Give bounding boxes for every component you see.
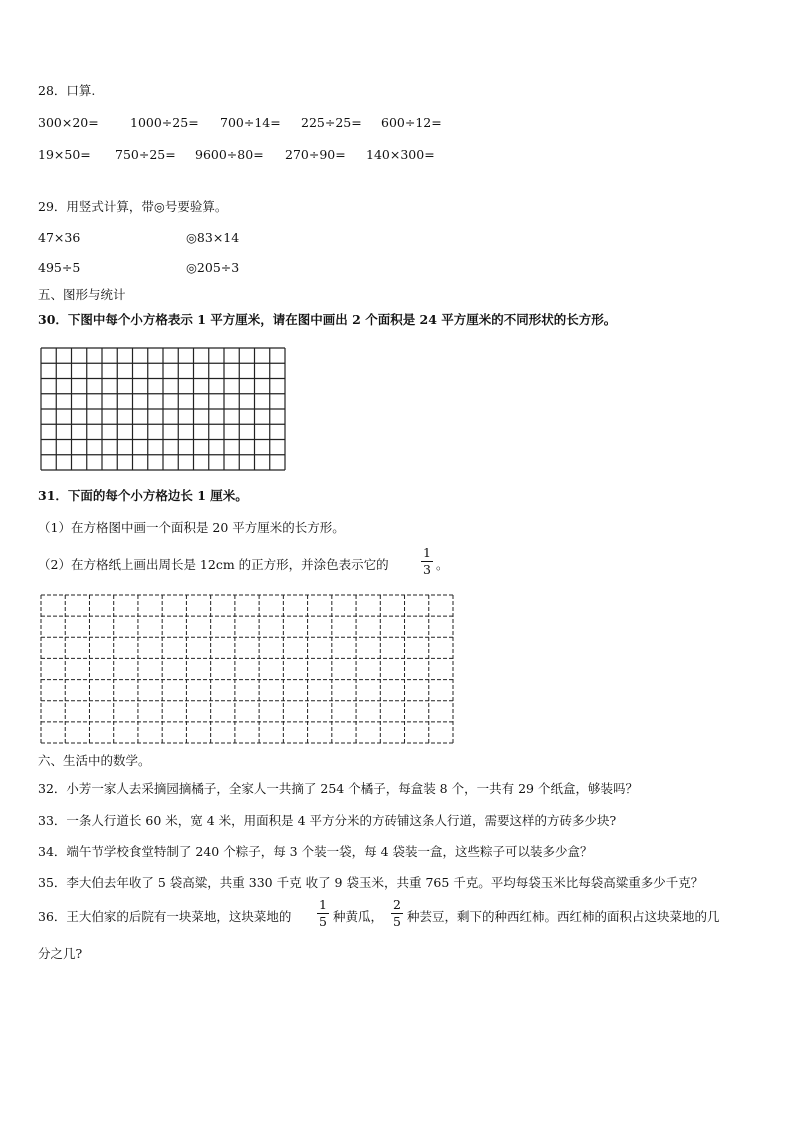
fraction-one-fifth bbox=[317, 898, 329, 929]
q28-title: 28．口算. bbox=[38, 83, 96, 98]
q28-item: 300×20= bbox=[38, 115, 99, 130]
q31-part2: （2）在方格纸上画出周长是 12cm 的正方形，并涂色表示它的 bbox=[38, 557, 389, 572]
q36-text-a: 36．王大伯家的后院有一块菜地，这块菜地的 bbox=[38, 909, 292, 924]
q29-title: 29．用竖式计算，带◎号要验算。 bbox=[38, 199, 228, 214]
q28-item: 600÷12= bbox=[381, 115, 442, 130]
q30-title: 30．下图中每个小方格表示 1 平方厘米，请在图中画出 2 个面积是 24 平方厘米的不同形状的长方形。 bbox=[38, 312, 617, 327]
fraction-numerator: 1 bbox=[423, 545, 431, 560]
q31-part1: （1）在方格图中画一个面积是 20 平方厘米的长方形。 bbox=[38, 520, 345, 535]
q29-item: 495÷5 bbox=[38, 260, 81, 275]
section-heading-5: 五、图形与统计 bbox=[38, 287, 126, 302]
q28-item: 225÷25= bbox=[301, 115, 362, 130]
fraction-denominator: 5 bbox=[319, 914, 327, 929]
q35-text: 35．李大伯去年收了 5 袋高粱，共重 330 千克 收了 9 袋玉米，共重 765 千克。平均每袋玉米比每袋高粱重多少千克？ bbox=[38, 875, 704, 890]
q36-text-line2: 分之几? bbox=[38, 946, 83, 961]
fraction-denominator: 3 bbox=[423, 562, 431, 577]
fraction-two-fifths bbox=[391, 898, 403, 929]
section-heading-6: 六、生活中的数学。 bbox=[38, 753, 151, 768]
q36-text-c: 种芸豆，剩下的种西红柿。西红柿的面积占这块菜地的几 bbox=[407, 909, 720, 924]
q31-part2-end: 。 bbox=[436, 557, 449, 572]
q31-title: 31．下面的每个小方格边长 1 厘米。 bbox=[38, 488, 248, 503]
fraction-numerator: 2 bbox=[393, 897, 401, 912]
fraction-one-third bbox=[421, 546, 433, 577]
q29-item: ◎83×14 bbox=[186, 230, 240, 245]
q29-item: 47×36 bbox=[38, 230, 81, 245]
q34-text: 34．端午节学校食堂特制了 240 个粽子，每 3 个装一袋，每 4 袋装一盒，这些粽子可以装多少盒？ bbox=[38, 844, 593, 859]
q28-item: 700÷14= bbox=[220, 115, 281, 130]
square-grid-dashed bbox=[40, 594, 454, 744]
q28-item: 19×50= bbox=[38, 147, 91, 162]
q29-item: ◎205÷3 bbox=[186, 260, 240, 275]
q32-text: 32．小芳一家人去采摘园摘橘子，全家人一共摘了 254 个橘子，每盒装 8 个，一共有 29 个纸盒，够装吗？ bbox=[38, 781, 638, 796]
q28-item: 1000÷25= bbox=[130, 115, 199, 130]
q28-item: 750÷25= bbox=[115, 147, 176, 162]
q28-item: 270÷90= bbox=[285, 147, 346, 162]
q36-text-b: 种黄瓜， bbox=[333, 909, 384, 924]
fraction-denominator: 5 bbox=[393, 914, 401, 929]
fraction-numerator: 1 bbox=[319, 897, 327, 912]
q28-item: 9600÷80= bbox=[195, 147, 264, 162]
square-grid-solid bbox=[40, 347, 286, 471]
q33-text: 33．一条人行道长 60 米，宽 4 米，用面积是 4 平方分米的方砖铺这条人行道，需要这样的方砖多少块? bbox=[38, 813, 617, 828]
q28-item: 140×300= bbox=[366, 147, 435, 162]
